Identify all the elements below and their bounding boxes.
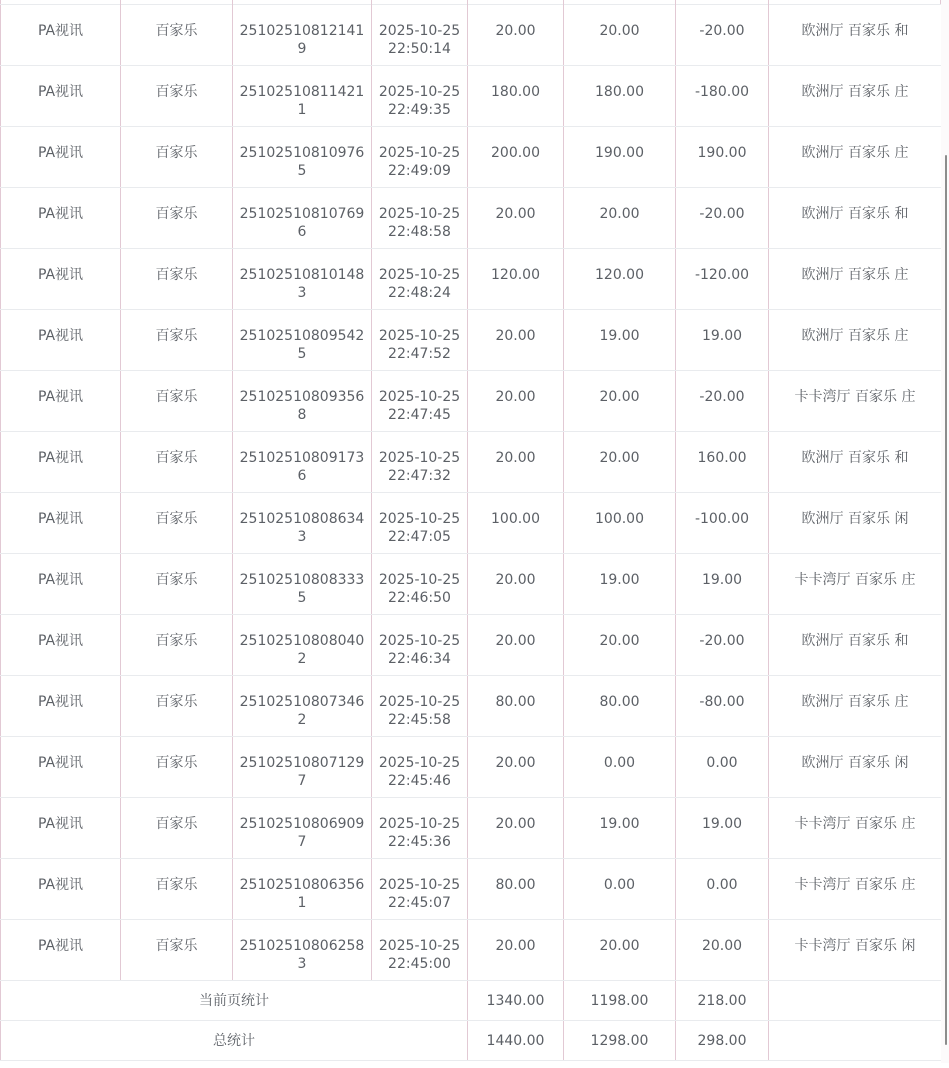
cell-order-id: 251025108083335: [233, 554, 372, 615]
page-summary-label: 当前页统计: [1, 981, 468, 1021]
cell-order-id: 251025108071297: [233, 737, 372, 798]
cell-valid-amount: 120.00: [564, 249, 676, 310]
cell-bet-amount: 20.00: [468, 798, 564, 859]
cell-game-detail: 卡卡湾厅 百家乐 庄: [769, 859, 942, 920]
cell-valid-amount: 19.00: [564, 310, 676, 371]
table-footer: [1, 981, 942, 1061]
cell-win-loss: -80.00: [676, 676, 769, 737]
cell-platform: PA视讯: [1, 859, 121, 920]
cell-order-id: 251025108063561: [233, 859, 372, 920]
cell-bet-time: 2025-10-25 22:49:35: [372, 66, 468, 127]
cell-game-type: 百家乐: [121, 737, 233, 798]
cell-order-id: 251025108073462: [233, 676, 372, 737]
cell-platform: PA视讯: [1, 127, 121, 188]
table-row: [1, 737, 942, 798]
cell-bet-time: 2025-10-25 22:49:09: [372, 127, 468, 188]
grand-total-label: 总统计: [1, 1021, 468, 1061]
cell-bet-time: 2025-10-25 22:46:34: [372, 615, 468, 676]
cell-order-id: 251025108080402: [233, 615, 372, 676]
cell-bet-time: 2025-10-25 22:45:00: [372, 920, 468, 981]
grand-total-winloss-total: 298.00: [676, 1021, 769, 1061]
table-row: [1, 127, 942, 188]
cell-bet-amount: 20.00: [468, 920, 564, 981]
cell-bet-time: 2025-10-25 22:50:14: [372, 5, 468, 66]
cell-game-detail: 欧洲厅 百家乐 和: [769, 432, 942, 493]
cell-win-loss: 19.00: [676, 310, 769, 371]
cell-valid-amount: 0.00: [564, 859, 676, 920]
cell-order-id: 251025108069097: [233, 798, 372, 859]
cell-valid-amount: 190.00: [564, 127, 676, 188]
cell-game-detail: 欧洲厅 百家乐 和: [769, 615, 942, 676]
table-row: [1, 5, 942, 66]
cell-game-detail: 卡卡湾厅 百家乐 庄: [769, 798, 942, 859]
cell-order-id: 251025108107696: [233, 188, 372, 249]
table-row: [1, 66, 942, 127]
cell-bet-amount: 20.00: [468, 554, 564, 615]
cell-game-type: 百家乐: [121, 493, 233, 554]
page-summary-winloss-total: 218.00: [676, 981, 769, 1021]
cell-valid-amount: 20.00: [564, 432, 676, 493]
cell-valid-amount: 19.00: [564, 554, 676, 615]
cell-game-type: 百家乐: [121, 432, 233, 493]
cell-game-detail: 卡卡湾厅 百家乐 庄: [769, 371, 942, 432]
cell-win-loss: -20.00: [676, 371, 769, 432]
cell-win-loss: -20.00: [676, 188, 769, 249]
cell-bet-amount: 20.00: [468, 188, 564, 249]
cell-valid-amount: 80.00: [564, 676, 676, 737]
cell-platform: PA视讯: [1, 188, 121, 249]
cell-game-type: 百家乐: [121, 676, 233, 737]
table-row: [1, 432, 942, 493]
cell-bet-amount: 20.00: [468, 371, 564, 432]
cell-win-loss: 19.00: [676, 554, 769, 615]
grand-total-empty-cell: [769, 1021, 942, 1061]
cell-platform: PA视讯: [1, 432, 121, 493]
cell-bet-time: 2025-10-25 22:45:07: [372, 859, 468, 920]
cell-platform: PA视讯: [1, 554, 121, 615]
cell-game-detail: 欧洲厅 百家乐 闲: [769, 737, 942, 798]
page-summary-bet-total: 1340.00: [468, 981, 564, 1021]
cell-bet-time: 2025-10-25 22:45:58: [372, 676, 468, 737]
cell-bet-time: 2025-10-25 22:45:46: [372, 737, 468, 798]
cell-valid-amount: 100.00: [564, 493, 676, 554]
cell-platform: PA视讯: [1, 615, 121, 676]
table-row: [1, 554, 942, 615]
cell-valid-amount: 20.00: [564, 371, 676, 432]
cell-platform: PA视讯: [1, 676, 121, 737]
cell-platform: PA视讯: [1, 798, 121, 859]
cell-bet-amount: 20.00: [468, 432, 564, 493]
cell-win-loss: 0.00: [676, 737, 769, 798]
cell-platform: PA视讯: [1, 920, 121, 981]
cell-order-id: 251025108091736: [233, 432, 372, 493]
cell-win-loss: -20.00: [676, 5, 769, 66]
cell-bet-time: 2025-10-25 22:45:36: [372, 798, 468, 859]
cell-win-loss: -100.00: [676, 493, 769, 554]
cell-bet-amount: 100.00: [468, 493, 564, 554]
table-row: [1, 310, 942, 371]
cell-bet-amount: 120.00: [468, 249, 564, 310]
cell-game-detail: 卡卡湾厅 百家乐 庄: [769, 554, 942, 615]
grand-total-row: [1, 1021, 942, 1061]
cell-order-id: 251025108093568: [233, 371, 372, 432]
table-row: [1, 615, 942, 676]
table-row: [1, 249, 942, 310]
cell-bet-time: 2025-10-25 22:48:58: [372, 188, 468, 249]
table-row: [1, 798, 942, 859]
cell-game-type: 百家乐: [121, 554, 233, 615]
cell-game-detail: 欧洲厅 百家乐 和: [769, 188, 942, 249]
cell-win-loss: 160.00: [676, 432, 769, 493]
betting-records-table: [0, 4, 942, 1061]
cell-win-loss: -180.00: [676, 66, 769, 127]
cell-game-detail: 欧洲厅 百家乐 庄: [769, 66, 942, 127]
cell-platform: PA视讯: [1, 737, 121, 798]
grand-total-bet-total: 1440.00: [468, 1021, 564, 1061]
cell-game-type: 百家乐: [121, 249, 233, 310]
cell-valid-amount: 20.00: [564, 615, 676, 676]
page-summary-valid-total: 1198.00: [564, 981, 676, 1021]
cell-valid-amount: 20.00: [564, 5, 676, 66]
page-summary-row: [1, 981, 942, 1021]
cell-bet-time: 2025-10-25 22:47:05: [372, 493, 468, 554]
cell-bet-amount: 20.00: [468, 737, 564, 798]
cell-platform: PA视讯: [1, 5, 121, 66]
cell-game-detail: 欧洲厅 百家乐 庄: [769, 127, 942, 188]
cell-order-id: 251025108086343: [233, 493, 372, 554]
cell-bet-amount: 20.00: [468, 310, 564, 371]
cell-platform: PA视讯: [1, 66, 121, 127]
cell-order-id: 251025108095425: [233, 310, 372, 371]
cell-order-id: 251025108101483: [233, 249, 372, 310]
cell-order-id: 251025108062583: [233, 920, 372, 981]
cell-bet-time: 2025-10-25 22:47:52: [372, 310, 468, 371]
table-row: [1, 371, 942, 432]
cell-bet-amount: 80.00: [468, 676, 564, 737]
page-summary-empty-cell: [769, 981, 942, 1021]
table-body: [1, 5, 942, 981]
cell-platform: PA视讯: [1, 310, 121, 371]
cell-game-detail: 欧洲厅 百家乐 庄: [769, 310, 942, 371]
table-row: [1, 188, 942, 249]
cell-bet-time: 2025-10-25 22:47:45: [372, 371, 468, 432]
cell-order-id: 251025108121419: [233, 5, 372, 66]
cell-game-type: 百家乐: [121, 5, 233, 66]
cell-bet-time: 2025-10-25 22:46:50: [372, 554, 468, 615]
cell-order-id: 251025108109765: [233, 127, 372, 188]
cell-game-type: 百家乐: [121, 615, 233, 676]
scrollbar-thumb[interactable]: [945, 155, 947, 1045]
cell-game-type: 百家乐: [121, 188, 233, 249]
cell-game-detail: 欧洲厅 百家乐 庄: [769, 676, 942, 737]
cell-game-detail: 欧洲厅 百家乐 闲: [769, 493, 942, 554]
cell-bet-time: 2025-10-25 22:48:24: [372, 249, 468, 310]
cell-order-id: 251025108114211: [233, 66, 372, 127]
cell-win-loss: 19.00: [676, 798, 769, 859]
cell-valid-amount: 20.00: [564, 920, 676, 981]
cell-bet-amount: 80.00: [468, 859, 564, 920]
cell-win-loss: -120.00: [676, 249, 769, 310]
cell-game-type: 百家乐: [121, 310, 233, 371]
cell-game-detail: 欧洲厅 百家乐 和: [769, 5, 942, 66]
cell-game-type: 百家乐: [121, 859, 233, 920]
cell-game-type: 百家乐: [121, 798, 233, 859]
cell-game-type: 百家乐: [121, 920, 233, 981]
cell-game-detail: 欧洲厅 百家乐 庄: [769, 249, 942, 310]
cell-win-loss: 0.00: [676, 859, 769, 920]
cell-game-detail: 卡卡湾厅 百家乐 闲: [769, 920, 942, 981]
cell-platform: PA视讯: [1, 249, 121, 310]
cell-game-type: 百家乐: [121, 127, 233, 188]
cell-win-loss: 190.00: [676, 127, 769, 188]
cell-bet-amount: 200.00: [468, 127, 564, 188]
table-row: [1, 859, 942, 920]
cell-valid-amount: 19.00: [564, 798, 676, 859]
grand-total-valid-total: 1298.00: [564, 1021, 676, 1061]
cell-platform: PA视讯: [1, 493, 121, 554]
cell-win-loss: 20.00: [676, 920, 769, 981]
vertical-scrollbar[interactable]: [941, 0, 949, 1063]
table-row: [1, 493, 942, 554]
cell-bet-amount: 180.00: [468, 66, 564, 127]
cell-valid-amount: 180.00: [564, 66, 676, 127]
table-row: [1, 676, 942, 737]
cell-game-type: 百家乐: [121, 66, 233, 127]
table-row: [1, 920, 942, 981]
cell-valid-amount: 0.00: [564, 737, 676, 798]
cell-bet-time: 2025-10-25 22:47:32: [372, 432, 468, 493]
cell-valid-amount: 20.00: [564, 188, 676, 249]
cell-platform: PA视讯: [1, 371, 121, 432]
cell-bet-amount: 20.00: [468, 5, 564, 66]
cell-game-type: 百家乐: [121, 371, 233, 432]
cell-bet-amount: 20.00: [468, 615, 564, 676]
cell-win-loss: -20.00: [676, 615, 769, 676]
